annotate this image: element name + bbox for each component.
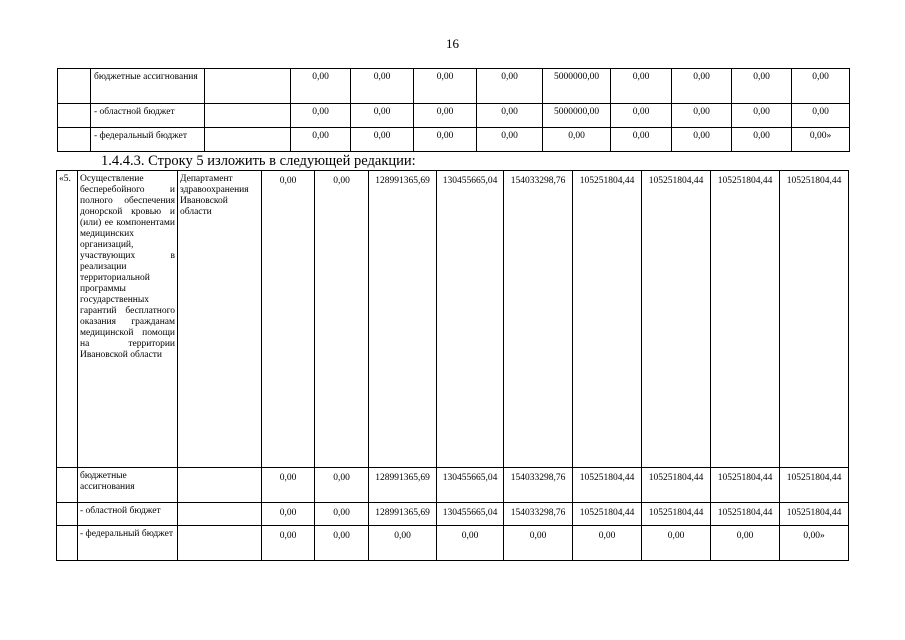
value-cell: 0,00 [414, 128, 477, 152]
value-cell: 0,00 [414, 69, 477, 104]
empty-cell [178, 526, 262, 561]
table-row [57, 468, 849, 503]
table-row [57, 503, 849, 526]
value-cell: 128991365,69 [369, 503, 437, 526]
value-cell: 154033298,76 [504, 468, 573, 503]
value-cell: 154033298,76 [504, 503, 573, 526]
value-cell: 128991365,69 [369, 171, 437, 468]
value-cell: 0,00 [315, 171, 369, 468]
value-cell: 0,00 [672, 128, 732, 152]
empty-cell [58, 128, 91, 152]
value-cell: 0,00 [262, 468, 315, 503]
value-cell: 0,00 [414, 104, 477, 128]
value-cell: 0,00» [780, 526, 849, 561]
empty-cell [205, 104, 291, 128]
row-label: бюджетные ассигнования [78, 468, 178, 503]
value-cell: 105251804,44 [711, 171, 780, 468]
value-cell: 0,00 [792, 69, 850, 104]
table-row [58, 128, 850, 152]
value-cell: 105251804,44 [642, 171, 711, 468]
value-cell: 0,00 [642, 526, 711, 561]
value-cell: 0,00 [369, 526, 437, 561]
value-cell: 0,00 [351, 128, 414, 152]
value-cell: 0,00 [611, 104, 672, 128]
value-cell: 5000000,00 [543, 104, 611, 128]
empty-cell [58, 69, 91, 104]
value-cell: 0,00 [315, 526, 369, 561]
value-cell: 105251804,44 [573, 503, 642, 526]
row-label: - федеральный бюджет [91, 128, 205, 152]
empty-cell [57, 468, 78, 503]
empty-cell [178, 468, 262, 503]
value-cell: 0,00 [291, 128, 351, 152]
value-cell: 0,00 [732, 104, 792, 128]
page-number: 16 [446, 36, 459, 51]
value-cell: 0,00» [792, 128, 850, 152]
value-cell: 0,00 [477, 69, 543, 104]
empty-cell [205, 128, 291, 152]
value-cell: 105251804,44 [711, 468, 780, 503]
value-cell: 0,00 [611, 69, 672, 104]
executor: Департамент здравоохранения Ивановской области [178, 171, 262, 468]
empty-cell [57, 503, 78, 526]
table-row [57, 171, 849, 468]
empty-cell [205, 69, 291, 104]
value-cell: 105251804,44 [642, 468, 711, 503]
value-cell: 154033298,76 [504, 171, 573, 468]
value-cell: 0,00 [315, 503, 369, 526]
section-heading: 1.4.4.3. Строку 5 изложить в следующей редакции: [101, 153, 416, 169]
measure-name: Осуществление бесперебойного и полного обеспечения донорской кровью и (или) ее компонентами медицинских организаций, участвующих в реализации территориальной программы государственных гарантий бесплатного оказания гражданам медицинской помощи на территории Ивановской области [78, 171, 178, 468]
value-cell: 130455665,04 [437, 171, 504, 468]
row-label: - областной бюджет [78, 503, 178, 526]
value-cell: 0,00 [573, 526, 642, 561]
value-cell: 0,00 [291, 104, 351, 128]
row-label: - федеральный бюджет [78, 526, 178, 561]
value-cell: 0,00 [351, 104, 414, 128]
value-cell: 0,00 [291, 69, 351, 104]
empty-cell [57, 526, 78, 561]
table-row [58, 104, 850, 128]
value-cell: 0,00 [315, 468, 369, 503]
value-cell: 130455665,04 [437, 468, 504, 503]
empty-cell [58, 104, 91, 128]
value-cell: 0,00 [672, 104, 732, 128]
top-table [57, 68, 850, 152]
value-cell: 0,00 [792, 104, 850, 128]
value-cell: 0,00 [477, 104, 543, 128]
value-cell: 0,00 [504, 526, 573, 561]
value-cell: 105251804,44 [573, 468, 642, 503]
row-label: - областной бюджет [91, 104, 205, 128]
value-cell: 105251804,44 [780, 468, 849, 503]
row-number: «5. [57, 171, 78, 468]
row-label: бюджетные ассигнования [91, 69, 205, 104]
value-cell: 105251804,44 [573, 171, 642, 468]
value-cell: 105251804,44 [780, 503, 849, 526]
value-cell: 105251804,44 [642, 503, 711, 526]
value-cell: 0,00 [672, 69, 732, 104]
table-row [57, 526, 849, 561]
value-cell: 0,00 [351, 69, 414, 104]
value-cell: 128991365,69 [369, 468, 437, 503]
value-cell: 0,00 [262, 171, 315, 468]
value-cell: 130455665,04 [437, 503, 504, 526]
value-cell: 0,00 [543, 128, 611, 152]
value-cell: 0,00 [711, 526, 780, 561]
value-cell: 0,00 [611, 128, 672, 152]
value-cell: 5000000,00 [543, 69, 611, 104]
value-cell: 0,00 [732, 69, 792, 104]
value-cell: 0,00 [732, 128, 792, 152]
value-cell: 105251804,44 [711, 503, 780, 526]
table-row [58, 69, 850, 104]
value-cell: 0,00 [262, 503, 315, 526]
value-cell: 0,00 [477, 128, 543, 152]
value-cell: 105251804,44 [780, 171, 849, 468]
value-cell: 0,00 [437, 526, 504, 561]
value-cell: 0,00 [262, 526, 315, 561]
main-table [56, 170, 849, 561]
empty-cell [178, 503, 262, 526]
